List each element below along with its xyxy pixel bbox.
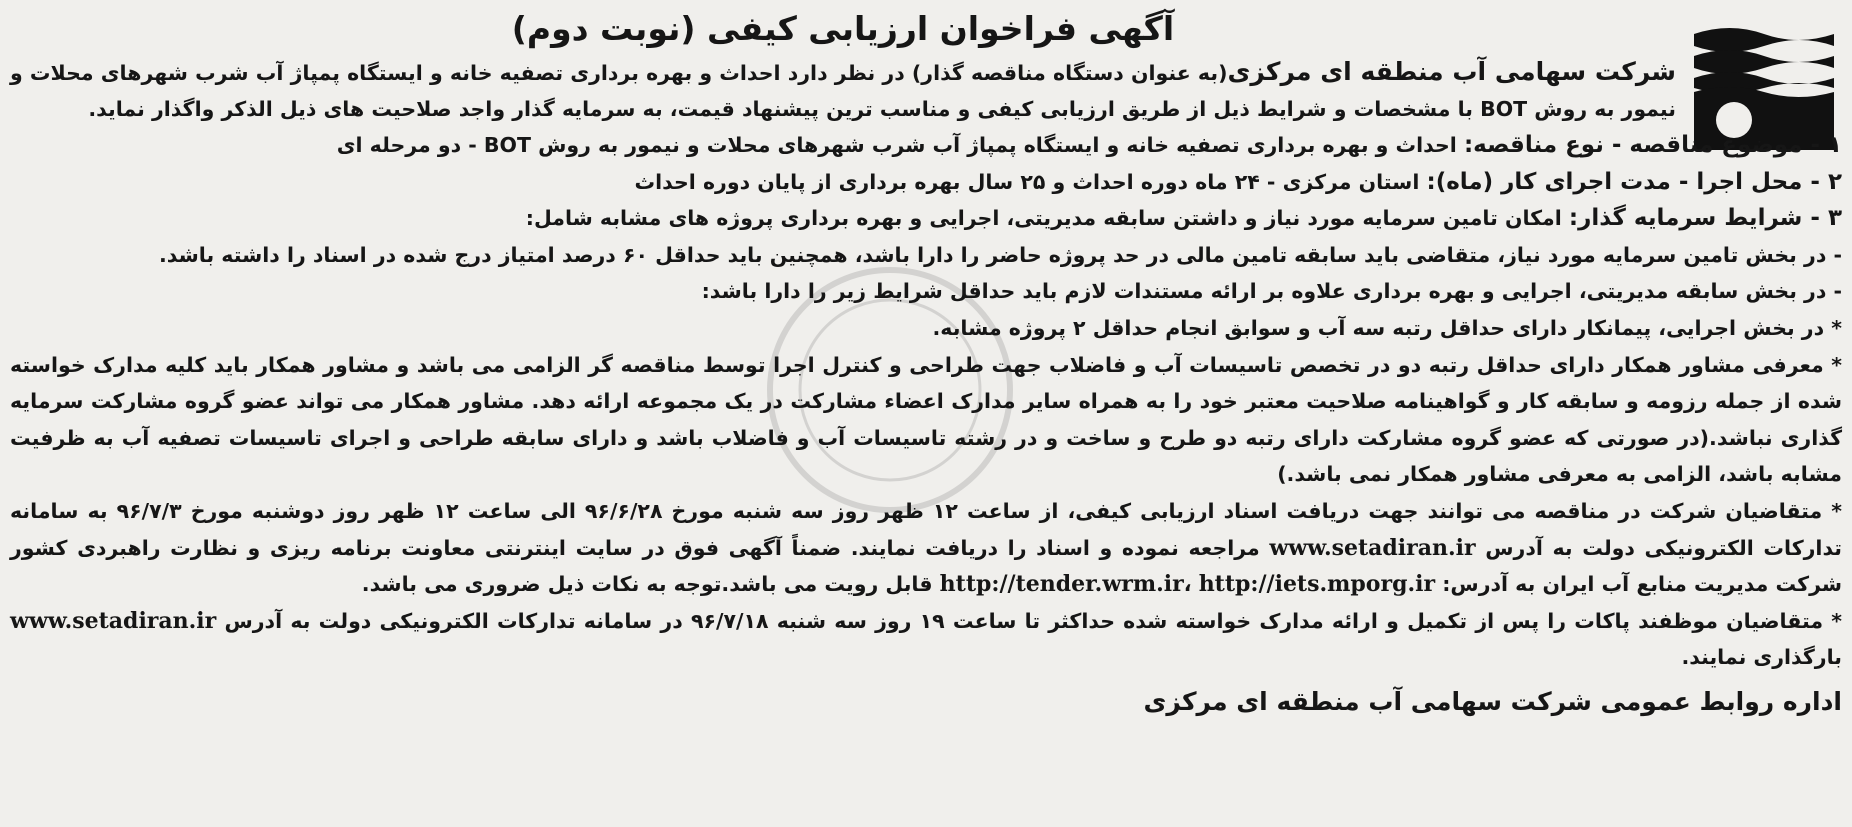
clause-consultant: * معرفی مشاور همکار دارای حداقل رتبه دو در تخصص تاسیسات آب و فاضلاب جهت طراحی و کنترل اجرا توسط مناقصه گر الزامی می باشد و مشاور همکار باید کلیه مدارک خواسته شده از جمله رزومه و سابقه کار و گواهینامه صلاحیت معتبر خود را به همراه سایر مدارک اعضاء مشارکت در یک مجموعه ارائه دهد. مشاور همکار می تواند عضو گروه مشارکت سرمایه گذاری نباشد.(در صورتی که عضو گروه مشارکت دارای رتبه دو طرح و ساخت و در رشته تاسیسات آب و فاضلاب باشد و دارای سابقه طراحی و اجرای تاسیسات تصفیه آب به ظرفیت مشابه باشد، الزامی به معرفی مشاور همکار نمی باشد.) bbox=[10, 352, 1842, 487]
intro-paragraph bbox=[10, 54, 1676, 127]
clause-financing: - در بخش تامین سرمایه مورد نیاز، متقاضی باید سابقه تامین مالی در حد پروژه حاضر را دارا باشد، همچنین باید حداقل ۶۰ درصد امتیاز درج شده در اسناد را داشته باشد. bbox=[158, 242, 1842, 267]
notice-body bbox=[10, 127, 1842, 726]
section-3 bbox=[10, 200, 1842, 237]
section-1-label: ۱ - موضوع مناقصه - نوع مناقصه: bbox=[1463, 132, 1842, 158]
tender-wrm-link[interactable]: http://tender.wrm.ir bbox=[939, 571, 1184, 598]
section-3-label: ۳ - شرایط سرمایه گذار: bbox=[1568, 205, 1842, 232]
intro-company: شرکت سهامی آب منطقه ای مرکزی bbox=[1227, 57, 1676, 86]
section-2-text: استان مرکزی - ۲۴ ماه دوره احداث و ۲۵ سال بهره برداری از پایان دوره احداث bbox=[634, 169, 1420, 194]
clause-submission-post: بارگذاری نمایند. bbox=[1681, 645, 1842, 670]
clause-documents bbox=[10, 493, 1842, 603]
clause-documents-mid: مراجعه نموده و اسناد را دریافت نمایند. ضمناً آگهی فوق در سایت اینترنتی معاونت برنامه ریزی و نظارت راهبردی کشور شرکت مدیریت منابع آب ایران به آدرس: bbox=[10, 535, 1842, 597]
notice-title: آگهی فراخوان ارزیابی کیفی (نوبت دوم) bbox=[511, 9, 1175, 48]
setadiran-link[interactable]: www.setadiran.ir bbox=[1269, 534, 1476, 561]
section-1-text: احداث و بهره برداری تصفیه خانه و ایستگاه پمپاژ آب شرب شهرهای محلات و نیمور به روش BOT - دو مرحله ای bbox=[336, 133, 1457, 157]
notice-content bbox=[10, 6, 1843, 821]
clause-submission bbox=[10, 603, 1842, 676]
section-1 bbox=[10, 127, 1842, 164]
signature: اداره روابط عمومی شرکت سهامی آب منطقه ای مرکزی bbox=[1143, 686, 1842, 716]
section-2 bbox=[10, 164, 1842, 201]
clause-execution: * در بخش اجرایی، پیمانکار دارای حداقل رتبه سه آب و سوابق انجام حداقل ۲ پروژه مشابه. bbox=[932, 315, 1842, 340]
clause-submission-pre: * متقاضیان موظفند پاکات را پس از تکمیل و ارائه مدارک خواسته شده حداکثر تا ساعت ۱۹ روز سه شنبه ۹۶/۷/۱۸ در سامانه تدارکات الکترونیکی دولت به آدرس bbox=[224, 608, 1842, 633]
clause-documents-pre: * متقاضیان شرکت در مناقصه می توانند جهت دریافت اسناد ارزیابی کیفی، از ساعت ۱۲ ظهر روز سه شنبه مورخ ۹۶/۶/۲۸ الی ساعت ۱۲ ظهر روز دوشنبه مورخ ۹۶/۷/۳ به سامانه تدارکات الکترونیکی دولت به آدرس bbox=[10, 498, 1843, 560]
clause-documents-post: قابل رویت می باشد.توجه به نکات ذیل ضروری می باشد. bbox=[361, 572, 933, 597]
intro-text: (به عنوان دستگاه مناقصه گذار) در نظر دارد احداث و بهره برداری تصفیه خانه و ایستگاه پمپاژ آب شرب شهرهای محلات و نیمور به روش BOT با مشخصات و شرایط ذیل از طریق ارزیابی کیفی و مناسب ترین پیشنهاد قیمت، به سرمایه گذار واجد صلاحیت های ذیل الذکر واگذار نماید. bbox=[10, 61, 1676, 121]
iets-mporg-link[interactable]: http://iets.mporg.ir bbox=[1198, 571, 1436, 598]
setadiran-link-2[interactable]: www.setadiran.ir bbox=[10, 607, 217, 634]
clause-management: - در بخش سابقه مدیریتی، اجرایی و بهره برداری علاوه بر ارائه مستندات لازم باید حداقل شرایط زیر را دارا باشد: bbox=[701, 279, 1842, 304]
section-2-label: ۲ - محل اجرا - مدت اجرای کار (ماه): bbox=[1426, 168, 1842, 195]
section-3-text: امکان تامین سرمایه مورد نیاز و داشتن سابقه مدیریتی، اجرایی و بهره برداری پروژه های مشابه شامل: bbox=[525, 206, 1562, 231]
link-separator: ، bbox=[1183, 572, 1192, 597]
